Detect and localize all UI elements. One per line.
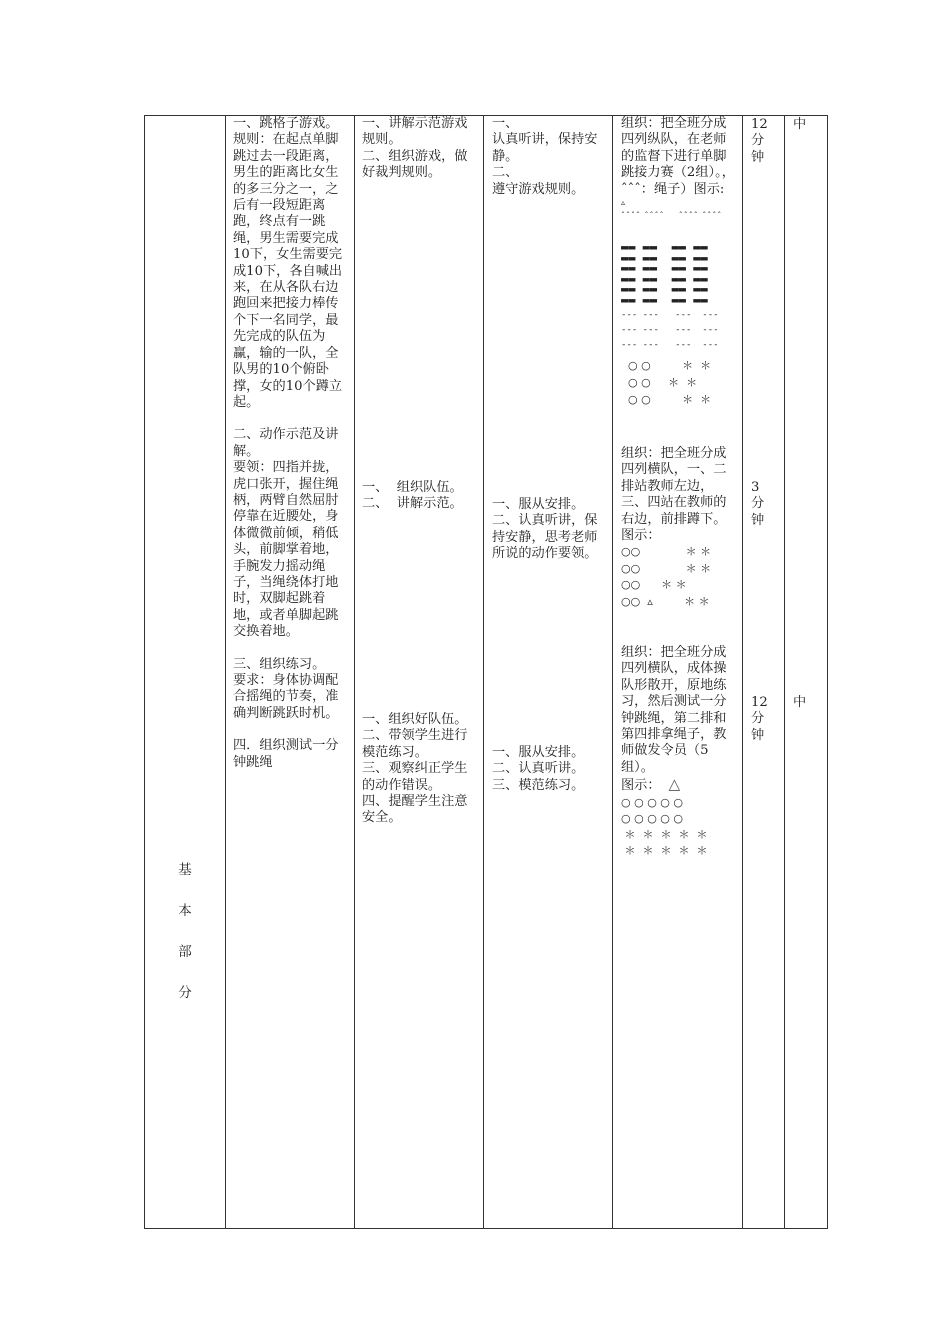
- teacher-block-3: [362, 712, 477, 827]
- intensity-2: [793, 695, 823, 711]
- diagram-label: 图示：: [621, 778, 661, 794]
- section-char: 部: [178, 944, 192, 960]
- relay-columns-diagram: ▬▬ ▬▬ ▬▬ ▬▬ ▬▬ ▬▬ ▬▬ ▬▬ ▬▬ ▬▬ ▬▬ ▬▬ ▬▬ ▬▬ ▬▬ ▬▬ ▬▬ ▬▬ ▬▬ ▬▬ ▬▬ ▬▬ ▬▬ ▬▬: [621, 240, 708, 307]
- student-item: 二、认真听讲。: [492, 761, 585, 777]
- diagram-label-row: [621, 776, 737, 794]
- content-heading-1: 一、跳格子游戏。: [233, 116, 339, 131]
- section-char: 本: [178, 903, 192, 919]
- teacher-item: 一、 组织队伍。: [362, 480, 463, 495]
- column-divider: [354, 116, 355, 1228]
- time-value: 12: [751, 695, 768, 710]
- teacher-marker: ▵: [621, 198, 627, 208]
- org-text: 组织：把全班分成四列纵队，在老师的监督下进行单脚跳接力赛（2组）。，ˆˆˆ：绳子）图示:: [621, 116, 735, 197]
- content-heading-2: 二、动作示范及讲解。: [233, 427, 339, 459]
- time-2: [751, 480, 781, 529]
- teacher-block-1: [362, 116, 477, 182]
- students-diagram: ○ ○ ＊ ＊ ○ ○ ＊ ＊ ○ ○ ＊ ＊: [627, 358, 712, 406]
- content-heading-3: 三、组织练习。: [233, 656, 326, 672]
- teacher-item: 一、组织好队伍。: [362, 712, 468, 727]
- teacher-item: 二、带领学生进行模范练习。: [362, 728, 468, 760]
- time-3: [751, 695, 781, 744]
- time-unit: 分: [751, 711, 765, 727]
- rope-row: ˆˆˆˆ ˆˆˆˆ ˆˆˆˆ ˆˆˆˆ: [621, 211, 723, 221]
- section-label: [145, 858, 225, 1022]
- teacher-item: 二、 讲解示范。: [362, 496, 463, 512]
- teacher-marker: △: [668, 775, 681, 794]
- student-block-3: [492, 745, 606, 794]
- teacher-block-2: [362, 480, 477, 513]
- lane-lines: --- --- --- --- --- --- --- --- --- --- --- ---: [621, 309, 719, 350]
- section-char: 分: [178, 985, 192, 1001]
- org-block-2: [621, 446, 737, 610]
- time-unit: 分: [751, 133, 765, 149]
- content-column: [233, 116, 348, 771]
- column-divider: [225, 116, 226, 1228]
- time-unit: 钟: [751, 149, 765, 165]
- org-block-3: [621, 645, 737, 859]
- intensity-value: 中: [793, 117, 807, 132]
- teacher-item: 四、提醒学生注意安全。: [362, 794, 468, 826]
- column-divider: [612, 116, 613, 1228]
- content-heading-4: 四．组织测试一分钟跳绳: [233, 738, 339, 770]
- column-divider: [742, 116, 743, 1228]
- time-1: [751, 117, 781, 166]
- intensity-1: [793, 117, 823, 133]
- diagram-label: 图示：: [621, 528, 661, 544]
- student-item: 一、服从安排。: [492, 497, 585, 512]
- lesson-plan-table: [144, 115, 828, 1229]
- teacher-item: 三、观察纠正学生的动作错误。: [362, 761, 468, 793]
- org-text: 组织：把全班分成四列横队，一、二排站教师左边，三、四站在教师的右边，前排蹲下。: [621, 446, 727, 527]
- time-unit: 钟: [751, 727, 765, 743]
- student-item: 遵守游戏规则。: [492, 181, 585, 197]
- content-requirements: 要求：身体协调配合摇绳的节奏，准确判断跳跃时机。: [233, 673, 339, 721]
- time-unit: 分: [751, 496, 765, 512]
- student-item: 二、认真听讲，保持安静，思考老师所说的动作要领。: [492, 513, 598, 562]
- student-item: 二、: [492, 165, 519, 181]
- student-item: 一、: [492, 116, 519, 131]
- student-item: 认真听讲，保持安静。: [492, 132, 598, 164]
- student-block-1: [492, 116, 606, 198]
- teacher-item: 二、组织游戏，做好裁判规则。: [362, 148, 468, 181]
- formation-diagram: ○○ ＊ ＊ ○○ ＊ ＊ ○○ ＊ ＊ ○○ ▵ ＊ ＊: [621, 545, 712, 608]
- student-item: 一、服从安排。: [492, 745, 585, 760]
- section-char: 基: [178, 862, 192, 878]
- column-divider: [483, 116, 484, 1228]
- intensity-value: 中: [793, 695, 807, 710]
- content-key-points: 要领：四指并拢，虎口张开，握住绳柄，两臂自然屈肘停靠在近腰处，身体微微前倾，稍低头，前脚掌着地，手腕发力摇动绳子，当绳绕体打地时，双脚起跳着地，或者单脚起跳交换着地。: [233, 460, 339, 640]
- org-text: 组织：把全班分成四列横队，成体操队形散开，原地练习，然后测试一分钟跳绳，第二排和第四排拿绳子，教师做发令员（5组）。: [621, 645, 727, 775]
- formation-diagram: ○ ○ ○ ○ ○ ○ ○ ○ ○ ○ ＊ ＊ ＊ ＊ ＊ ＊ ＊ ＊ ＊ ＊: [621, 795, 708, 857]
- student-item: 三、模范练习。: [492, 777, 585, 793]
- column-divider: [784, 116, 785, 1228]
- org-block-1: [621, 116, 737, 408]
- student-block-2: [492, 497, 606, 563]
- time-unit: 钟: [751, 512, 765, 528]
- content-rules: 规则：在起点单脚跳过去一段距离，男生的距离比女生的多三分之一，之后有一段短距离跑，终点有一跳绳，男生需要完成10下，女生需要完成10下，各自喊出来，在从各队右边跑回来把接力棒传个下一名同学，最先完成的队伍为赢，输的一队，全队男的10个俯卧撑，女的10个蹲立起。: [233, 132, 343, 410]
- teacher-item: 一、讲解示范游戏规则。: [362, 116, 468, 148]
- time-value: 3: [751, 480, 760, 495]
- time-value: 12: [751, 117, 768, 132]
